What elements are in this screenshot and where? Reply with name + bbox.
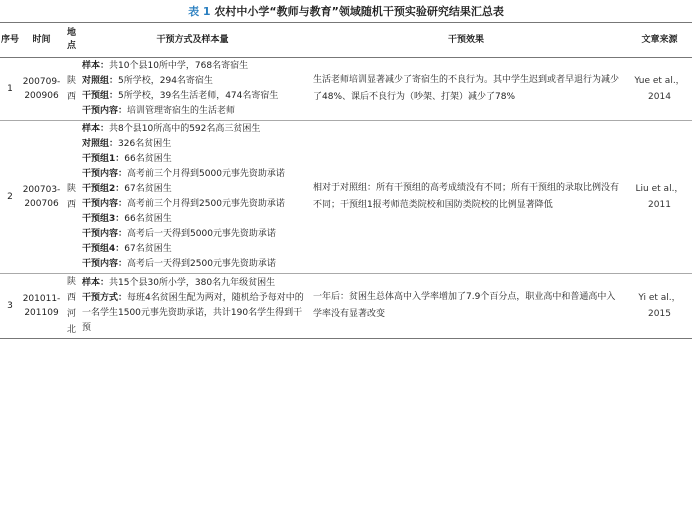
method-line — [82, 167, 305, 182]
row-number: 1 — [7, 83, 13, 94]
caption-text: 农村中小学“教师与教育”领域随机干预实验研究结果汇总表 — [214, 5, 504, 18]
row-number: 3 — [0, 274, 20, 339]
table-row — [0, 58, 692, 121]
header-method: 干预方式及样本量 — [80, 23, 305, 58]
method-text: 共10个县10所中学，768名寄宿生 — [109, 61, 249, 71]
row-method — [80, 274, 305, 339]
table-row — [0, 274, 692, 339]
header-time: 时间 — [20, 23, 63, 58]
method-line — [82, 257, 305, 272]
row-place: 陕西 — [66, 76, 76, 102]
method-text: 66名贫困生 — [124, 214, 172, 224]
table-row — [0, 121, 692, 274]
method-label: 干预组4： — [82, 244, 125, 254]
header-source: 文章来源 — [627, 23, 692, 58]
method-line — [82, 152, 305, 167]
method-text: 培训管理寄宿生的生活老师 — [127, 106, 236, 116]
method-label: 干预内容： — [82, 229, 128, 239]
method-line — [82, 122, 305, 137]
method-text: 高考前三个月得到5000元事先资助承诺 — [127, 169, 285, 179]
row-time: 200709-200906 — [22, 77, 61, 101]
row-source: Liu et al.，2011 — [627, 121, 692, 274]
method-text: 67名贫困生 — [124, 244, 172, 254]
method-line — [82, 197, 305, 212]
header-no: 序号 — [0, 23, 20, 58]
header-place: 地点 — [63, 23, 80, 58]
method-label: 干预组： — [82, 91, 119, 101]
method-label: 样本： — [82, 124, 110, 134]
row-effect: 一年后：贫困生总体高中入学率增加了7.9个百分点，职业高中和普通高中入学率没有显著改变 — [305, 274, 627, 339]
method-line — [82, 59, 305, 74]
method-label: 干预内容： — [82, 199, 128, 209]
row-source: Yue et al.，2014 — [634, 76, 685, 102]
method-line — [82, 227, 305, 242]
method-line — [82, 74, 305, 89]
method-text: 高考后一天得到5000元事先资助承诺 — [127, 229, 276, 239]
row-source: Yi et al.，2015 — [627, 274, 692, 339]
header-row — [0, 23, 692, 58]
method-line — [82, 212, 305, 227]
method-text: 共15个县30所小学，380名九年级贫困生 — [109, 278, 276, 288]
row-place: 陕西 — [63, 121, 80, 274]
method-label: 样本： — [82, 61, 110, 71]
method-text: 共8个县10所高中的592名高三贫困生 — [109, 124, 261, 134]
row-method — [80, 121, 305, 274]
method-label: 干预内容： — [82, 106, 128, 116]
row-place: 陕西河北 — [63, 274, 80, 339]
method-line — [82, 242, 305, 257]
method-text: 每班4名贫困生配为两对，随机给予每对中的一名学生1500元事先资助承诺，共计190名学生得到干预 — [82, 293, 304, 333]
method-label: 干预组1： — [82, 154, 125, 164]
method-label: 对照组： — [82, 139, 119, 149]
row-time: 201011-201109 — [20, 274, 63, 339]
method-line — [82, 291, 305, 336]
method-text: 高考前三个月得到2500元事先资助承诺 — [127, 199, 285, 209]
table-caption — [0, 2, 692, 22]
row-effect: 相对于对照组：所有干预组的高考成绩没有不同；所有干预组的录取比例没有不同；干预组1报考师范类院校和国防类院校的比例显著降低 — [305, 121, 627, 274]
method-label: 干预组3： — [82, 214, 125, 224]
table-body — [0, 58, 692, 339]
method-text: 高考后一天得到2500元事先资助承诺 — [127, 259, 276, 269]
method-label: 干预组2： — [82, 184, 125, 194]
method-text: 326名贫困生 — [118, 139, 172, 149]
method-label: 对照组： — [82, 76, 119, 86]
method-label: 干预方式： — [82, 293, 128, 303]
method-label: 干预内容： — [82, 259, 128, 269]
method-text: 67名贫困生 — [124, 184, 172, 194]
row-number: 2 — [0, 121, 20, 274]
row-method — [80, 58, 305, 121]
method-line — [82, 104, 305, 119]
caption-number: 表 1 — [188, 5, 211, 18]
method-text: 5所学校，294名寄宿生 — [118, 76, 213, 86]
method-line — [82, 137, 305, 152]
row-time: 200703-200706 — [20, 121, 63, 274]
method-text: 66名贫困生 — [124, 154, 172, 164]
results-table — [0, 22, 692, 339]
method-line — [82, 182, 305, 197]
header-effect: 干预效果 — [305, 23, 627, 58]
row-effect: 生活老师培训显著减少了寄宿生的不良行为。其中学生迟到或者早退行为减少了48%、课后不良行为（吵架、打架）减少了78% — [313, 75, 620, 102]
method-line — [82, 89, 305, 104]
method-label: 样本： — [82, 278, 110, 288]
method-text: 5所学校，39名生活老师，474名寄宿生 — [118, 91, 279, 101]
method-label: 干预内容： — [82, 169, 128, 179]
method-line — [82, 276, 305, 291]
